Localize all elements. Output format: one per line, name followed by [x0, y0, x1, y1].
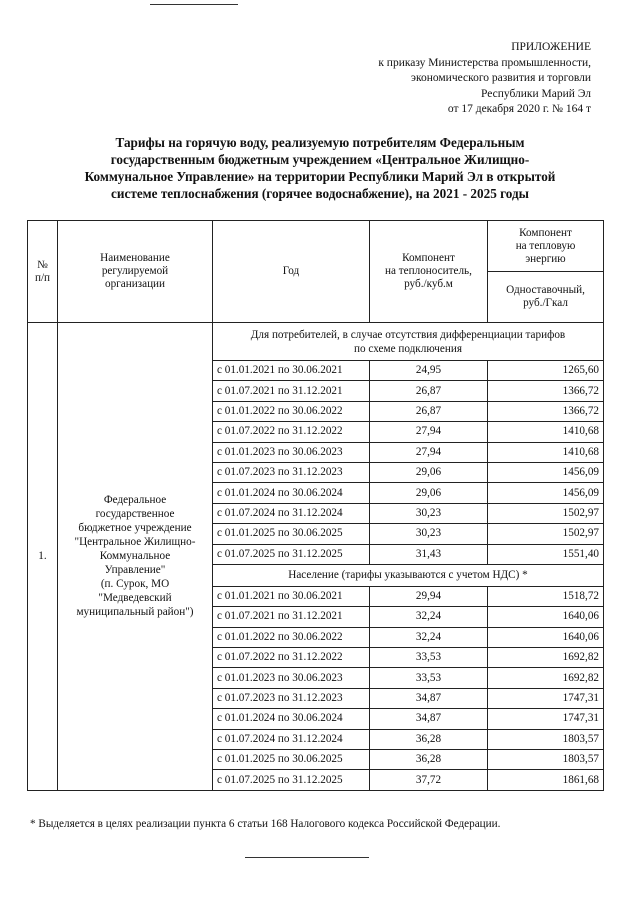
appendix-line: экономического развития и торговли [411, 72, 591, 84]
energy-cell: 1640,06 [488, 627, 604, 647]
coolant-cell: 29,06 [370, 483, 488, 503]
header-year: Год [213, 221, 370, 323]
coolant-cell: 26,87 [370, 381, 488, 401]
bottom-divider [245, 857, 369, 858]
coolant-cell: 33,53 [370, 668, 488, 688]
energy-cell: 1640,06 [488, 607, 604, 627]
coolant-cell: 26,87 [370, 401, 488, 421]
header-row [28, 221, 604, 272]
energy-cell: 1410,68 [488, 422, 604, 442]
period-cell: с 01.01.2023 по 30.06.2023 [213, 668, 370, 688]
period-cell: с 01.07.2025 по 31.12.2025 [213, 544, 370, 564]
footnote: * Выделяется в целях реализации пункта 6 статьи 168 Налогового кодекса Российской Федерации. [30, 818, 501, 830]
coolant-cell: 31,43 [370, 544, 488, 564]
coolant-cell: 29,94 [370, 586, 488, 606]
coolant-cell: 37,72 [370, 770, 488, 790]
period-cell: с 01.07.2021 по 31.12.2021 [213, 607, 370, 627]
period-cell: с 01.01.2025 по 30.06.2025 [213, 524, 370, 544]
organization-cell: Федеральное государственное бюджетное учреждение "Центральное Жилищно- Коммунальное Управление" (п. Сурок, МО "Медведевский муниципальный район") [58, 323, 213, 791]
period-cell: с 01.07.2024 по 31.12.2024 [213, 729, 370, 749]
coolant-cell: 27,94 [370, 442, 488, 462]
period-cell: с 01.07.2021 по 31.12.2021 [213, 381, 370, 401]
energy-cell: 1502,97 [488, 503, 604, 523]
energy-cell: 1265,60 [488, 361, 604, 381]
period-cell: с 01.01.2022 по 30.06.2022 [213, 401, 370, 421]
header-coolant: Компонент на теплоноситель, руб./куб.м [370, 221, 488, 323]
energy-cell: 1803,57 [488, 729, 604, 749]
period-cell: с 01.07.2025 по 31.12.2025 [213, 770, 370, 790]
header-energy-sub: Одноставочный, руб./Гкал [488, 272, 604, 323]
period-cell: с 01.01.2021 по 30.06.2021 [213, 586, 370, 606]
section-title: Население (тарифы указываются с учетом НДС) * [213, 564, 604, 586]
title-line: системе теплоснабжения (горячее водоснабжение), на 2021 - 2025 годы [111, 186, 529, 201]
period-cell: с 01.01.2025 по 30.06.2025 [213, 750, 370, 770]
coolant-cell: 32,24 [370, 607, 488, 627]
document-title [30, 134, 610, 202]
energy-cell: 1456,09 [488, 462, 604, 482]
period-cell: с 01.01.2024 по 30.06.2024 [213, 709, 370, 729]
coolant-cell: 30,23 [370, 524, 488, 544]
appendix-block [378, 40, 591, 118]
title-line: Тарифы на горячую воду, реализуемую потребителям Федеральным [115, 135, 525, 150]
coolant-cell: 27,94 [370, 422, 488, 442]
header-energy: Компонент на тепловую энергию [488, 221, 604, 272]
period-cell: с 01.07.2023 по 31.12.2023 [213, 462, 370, 482]
energy-cell: 1747,31 [488, 688, 604, 708]
period-cell: с 01.01.2022 по 30.06.2022 [213, 627, 370, 647]
period-cell: с 01.01.2023 по 30.06.2023 [213, 442, 370, 462]
period-cell: с 01.01.2024 по 30.06.2024 [213, 483, 370, 503]
tariff-table [27, 220, 604, 791]
coolant-cell: 36,28 [370, 729, 488, 749]
period-cell: с 01.07.2023 по 31.12.2023 [213, 688, 370, 708]
appendix-line: ПРИЛОЖЕНИЕ [511, 41, 591, 53]
title-line: Коммунальное Управление» на территории Республики Марий Эл в открытой [84, 169, 556, 184]
row-number: 1. [28, 323, 58, 791]
coolant-cell: 32,24 [370, 627, 488, 647]
section-row [28, 323, 604, 361]
energy-cell: 1692,82 [488, 648, 604, 668]
energy-cell: 1692,82 [488, 668, 604, 688]
period-cell: с 01.01.2021 по 30.06.2021 [213, 361, 370, 381]
energy-cell: 1518,72 [488, 586, 604, 606]
coolant-cell: 30,23 [370, 503, 488, 523]
top-divider [150, 4, 238, 5]
coolant-cell: 29,06 [370, 462, 488, 482]
appendix-line: Республики Марий Эл [480, 87, 591, 100]
period-cell: с 01.07.2024 по 31.12.2024 [213, 503, 370, 523]
title-line: государственным бюджетным учреждением «Центральное Жилищно- [110, 152, 530, 167]
energy-cell: 1803,57 [488, 750, 604, 770]
appendix-line: к приказу Министерства промышленности, [378, 56, 591, 69]
energy-cell: 1366,72 [488, 381, 604, 401]
coolant-cell: 33,53 [370, 648, 488, 668]
energy-cell: 1410,68 [488, 442, 604, 462]
coolant-cell: 24,95 [370, 361, 488, 381]
energy-cell: 1861,68 [488, 770, 604, 790]
energy-cell: 1456,09 [488, 483, 604, 503]
coolant-cell: 34,87 [370, 688, 488, 708]
header-num: № п/п [28, 221, 58, 323]
period-cell: с 01.07.2022 по 31.12.2022 [213, 422, 370, 442]
header-org: Наименование регулируемой организации [58, 221, 213, 323]
energy-cell: 1366,72 [488, 401, 604, 421]
period-cell: с 01.07.2022 по 31.12.2022 [213, 648, 370, 668]
energy-cell: 1747,31 [488, 709, 604, 729]
energy-cell: 1502,97 [488, 524, 604, 544]
coolant-cell: 36,28 [370, 750, 488, 770]
appendix-line: от 17 декабря 2020 г. № 164 т [447, 103, 591, 115]
section-title: Для потребителей, в случае отсутствия дифференциации тарифов по схеме подключения [213, 323, 604, 361]
energy-cell: 1551,40 [488, 544, 604, 564]
coolant-cell: 34,87 [370, 709, 488, 729]
